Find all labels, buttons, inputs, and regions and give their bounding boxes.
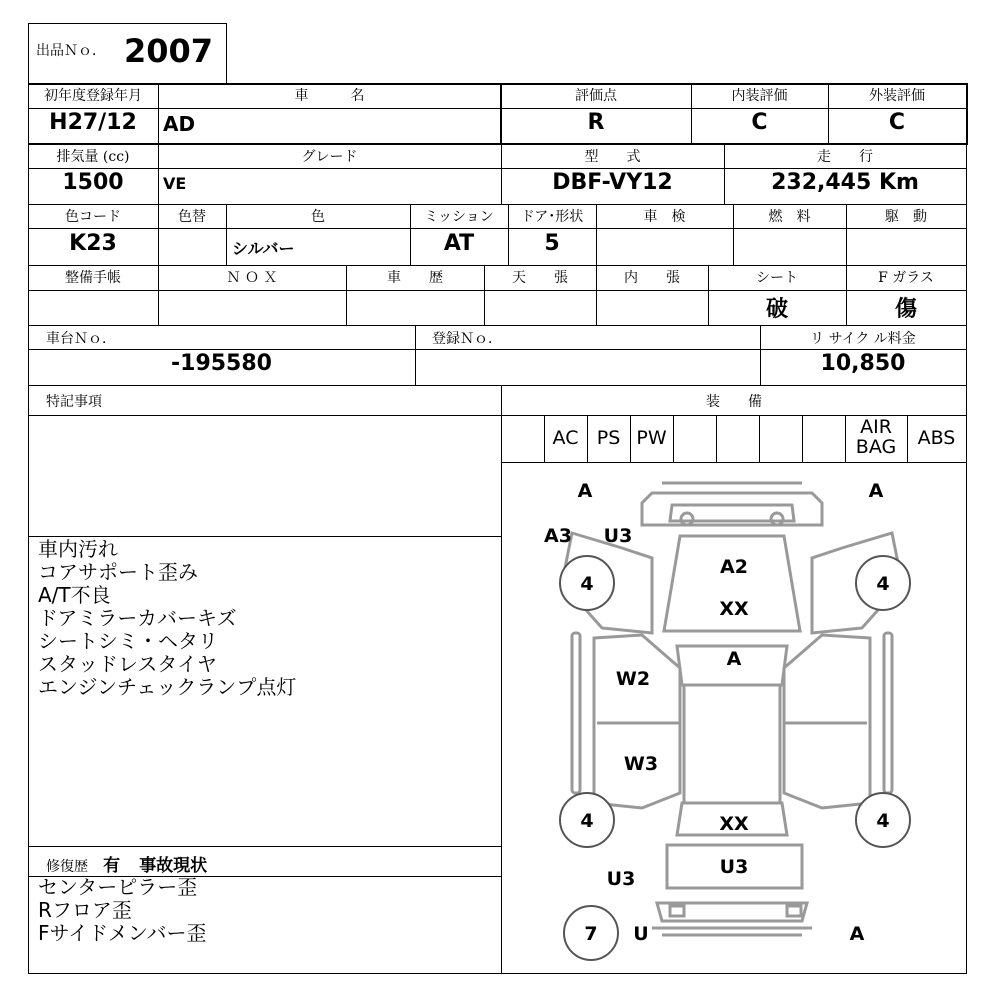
label-first-reg: 初年度登録年月	[44, 88, 142, 104]
label-seat: シート	[756, 270, 798, 286]
tire-fl-value: 4	[580, 573, 594, 595]
repair-item: Rフロア歪	[38, 898, 132, 922]
tire-spare-value: 7	[584, 923, 598, 945]
repair-item: Fサイドメンバー歪	[38, 921, 207, 945]
label-roof: 天 張	[512, 270, 568, 286]
label-color: 色	[311, 209, 325, 225]
label-model: 型 式	[584, 149, 641, 165]
label-repair-history: 修復歴	[46, 859, 88, 875]
label-f-glass: F ガラス	[878, 270, 934, 286]
label-chassis-no: 車台Ｎｏ．	[46, 331, 116, 347]
label-car-name: 車 名	[294, 88, 365, 104]
value-mission: AT	[443, 231, 475, 256]
label-door-shape: ドア･形状	[520, 209, 584, 225]
note-item: スタッドレスタイヤ	[38, 652, 217, 676]
repair-item: センターピラー歪	[38, 875, 198, 899]
label-history: 車 歴	[387, 270, 443, 286]
diag-roof-rear: XX	[719, 813, 749, 835]
diag-trunk: U3	[719, 856, 749, 878]
value-f-glass: 傷	[894, 297, 917, 322]
diag-hood-1: A2	[720, 556, 748, 578]
note-item: A/T不良	[38, 583, 111, 607]
label-score: 評価点	[575, 88, 617, 104]
note-item: ドアミラーカバーキズ	[38, 606, 237, 630]
diag-rear-left: U3	[606, 868, 636, 890]
label-mission: ミッション	[424, 209, 494, 225]
label-inspection: 車 検	[643, 209, 686, 225]
roof-outline	[684, 685, 780, 803]
diag-door-front-left: W2	[615, 668, 651, 690]
label-color-change: 色替	[178, 209, 206, 225]
value-chassis-no: -195580	[171, 351, 272, 376]
notes-list	[38, 538, 296, 699]
diag-rear-right: A	[849, 923, 865, 945]
value-model: DBF-VY12	[552, 170, 673, 195]
label-equipment: 装 備	[706, 394, 762, 410]
equipment-abs: ABS	[917, 427, 956, 449]
lot-label: 出品Ｎｏ．	[36, 43, 106, 59]
diag-fender-left-2: U3	[603, 525, 633, 547]
note-item: 車内汚れ	[38, 537, 118, 561]
value-first-reg: H27/12	[49, 110, 137, 135]
value-door-shape: 5	[544, 231, 560, 256]
label-displacement: 排気量 (cc)	[56, 149, 130, 165]
equipment-airbag: AIR BAG	[855, 416, 897, 458]
value-recycle: 10,850	[820, 351, 906, 376]
label-mileage: 走 行	[817, 149, 873, 165]
label-drive: 駆 動	[885, 209, 927, 225]
repair-history-header	[46, 851, 207, 876]
diag-front-left: A	[577, 480, 593, 502]
diag-door-rear-left: W3	[623, 753, 659, 775]
value-mileage: 232,445 Km	[771, 170, 919, 195]
diag-rear-bumper-left: U	[633, 923, 649, 945]
tire-rr-value: 4	[876, 810, 890, 832]
equipment-ac: AC	[552, 427, 579, 449]
value-exterior: C	[888, 110, 906, 135]
value-seat: 破	[765, 297, 788, 322]
equipment-ps: PS	[596, 427, 621, 449]
label-color-code: 色コード	[65, 209, 121, 225]
note-item: シートシミ・ヘタリ	[38, 629, 218, 653]
diag-front-right: A	[868, 480, 884, 502]
tire-fr-value: 4	[876, 573, 890, 595]
value-interior: C	[751, 110, 768, 135]
label-recycle: リ サイク ル料金	[810, 331, 916, 347]
right-doors	[784, 635, 870, 808]
label-fuel: 燃 料	[768, 209, 811, 225]
label-interior: 内装評価	[731, 88, 788, 104]
label-grade: グレード	[301, 149, 358, 165]
repair-list	[38, 876, 207, 945]
label-nox: Ｎ Ｏ Ｘ	[226, 270, 278, 286]
lot-number-box	[36, 30, 222, 78]
repair-history-title: 事故現状	[139, 856, 208, 876]
tire-rl-value: 4	[580, 810, 594, 832]
label-notes: 特記事項	[46, 394, 102, 410]
value-car-name: AD	[163, 112, 196, 136]
note-item: エンジンチェックランプ点灯	[38, 675, 297, 699]
value-color: シルバー	[232, 239, 295, 258]
value-grade: VE	[163, 174, 187, 193]
value-color-code: K23	[69, 231, 117, 256]
left-doors	[594, 635, 680, 808]
label-lining: 内 張	[624, 270, 680, 286]
lot-number: 2007	[124, 32, 214, 70]
note-item: コアサポート歪み	[38, 560, 198, 584]
label-exterior: 外装評価	[869, 88, 925, 104]
diag-windshield: A	[726, 648, 742, 670]
repair-history-value: 有	[103, 856, 121, 876]
diag-fender-left: A3	[544, 525, 572, 547]
value-score: R	[587, 110, 605, 135]
label-maintenance: 整備手帳	[65, 270, 121, 286]
diag-hood-2: XX	[719, 598, 749, 620]
label-reg-no: 登録Ｎｏ．	[432, 331, 502, 347]
equipment-pw: PW	[636, 427, 667, 449]
value-displacement: 1500	[62, 170, 124, 195]
